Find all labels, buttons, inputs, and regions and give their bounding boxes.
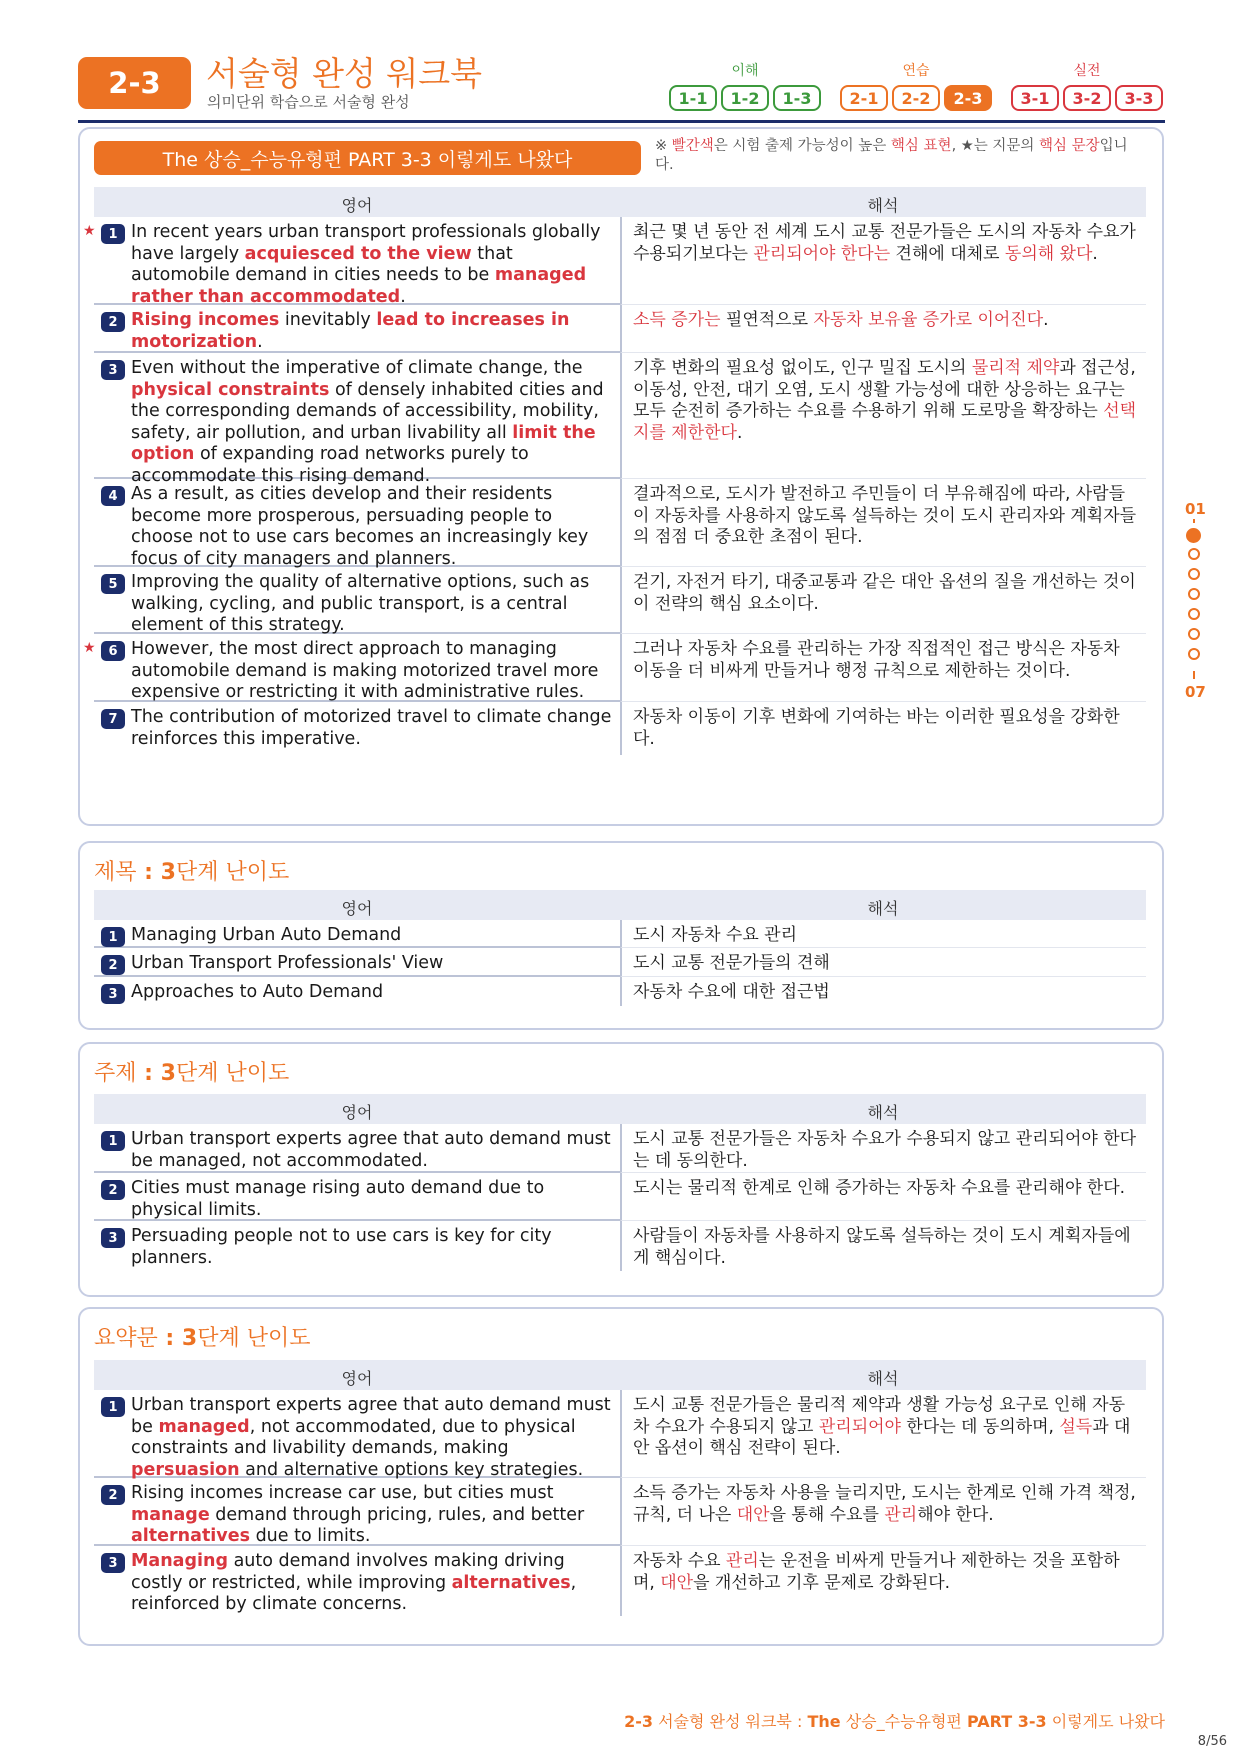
sentence-number: 2 bbox=[101, 312, 125, 332]
table-row bbox=[94, 353, 1146, 486]
step-2-2[interactable]: 2-2 bbox=[892, 85, 940, 111]
english-cell bbox=[94, 977, 620, 1006]
theme-section-heading: 주제 : 3단계 난이도 bbox=[94, 1061, 290, 1086]
korean-cell bbox=[620, 1390, 1146, 1478]
table-row bbox=[94, 977, 1146, 1006]
english-cell bbox=[94, 1124, 620, 1173]
korean-translation: 자동차 이동이 기후 변화에 기여하는 바는 이러한 필요성을 강화한다. bbox=[633, 707, 1120, 749]
sentence-number: 1 bbox=[101, 224, 125, 244]
column-header-english: 영어 bbox=[341, 1369, 373, 1388]
theme-panel bbox=[78, 1042, 1164, 1297]
english-sentence: Managing auto demand involves making driving costly or restricted, while improving alternatives, reinforced by climate concerns. bbox=[131, 1551, 577, 1615]
korean-translation: 결과적으로, 도시가 발전하고 주민들이 더 부유해짐에 따라, 사람들이 자동차를 사용하지 않도록 설득하는 것이 도시 관리자와 계획자들의 점점 더 중요한 초점이 된다. bbox=[633, 484, 1137, 548]
english-cell bbox=[94, 479, 620, 567]
page-subtitle: 의미단위 학습으로 서술형 완성 bbox=[207, 93, 410, 111]
footer-title: 2-3 서술형 완성 워크북 : The 상승_수능유형편 PART 3-3 이렇게도 나왔다 bbox=[624, 1712, 1165, 1731]
side-nav-dot[interactable] bbox=[1188, 628, 1200, 640]
english-sentence: Urban transport experts agree that auto demand must be managed, not accommodated, due to physical constraints and livability demands, making persuasion and alternative options key strategies. bbox=[131, 1395, 611, 1480]
table-row bbox=[83, 634, 1146, 703]
column-header-korean: 해석 bbox=[867, 899, 899, 918]
table-row bbox=[94, 305, 1146, 353]
title-table-header bbox=[94, 890, 1146, 920]
summary-panel bbox=[78, 1307, 1164, 1646]
summary-section-heading: 요약문 : 3단계 난이도 bbox=[94, 1326, 311, 1351]
english-cell bbox=[94, 1390, 620, 1478]
step-3-3[interactable]: 3-3 bbox=[1115, 85, 1163, 111]
english-sentence: The contribution of motorized travel to climate change reinforces this imperative. bbox=[131, 707, 612, 749]
column-header-english: 영어 bbox=[341, 1103, 373, 1122]
korean-cell bbox=[620, 479, 1146, 567]
table-row bbox=[94, 1546, 1146, 1616]
table-row bbox=[83, 217, 1146, 307]
english-sentence: Approaches to Auto Demand bbox=[131, 982, 384, 1002]
stage-steps-understand bbox=[669, 85, 821, 111]
column-header-korean: 해석 bbox=[867, 1369, 899, 1388]
table-row bbox=[94, 702, 1146, 755]
step-2-3[interactable]: 2-3 bbox=[944, 85, 992, 111]
korean-translation: 그러나 자동차 수요를 관리하는 가장 직접적인 접근 방식은 자동차 이동을 더 비싸게 만들거나 행정 규칙으로 제한하는 것이다. bbox=[633, 639, 1120, 681]
column-header-english: 영어 bbox=[341, 196, 373, 215]
side-nav-end: 07 bbox=[1185, 683, 1206, 701]
english-cell bbox=[94, 948, 620, 977]
part-title-badge: The 상승_수능유형편 PART 3-3 이렇게도 나왔다 bbox=[94, 141, 641, 175]
side-nav-dot[interactable] bbox=[1188, 568, 1200, 580]
korean-cell bbox=[620, 1221, 1146, 1271]
key-sentence-star-icon: ★ bbox=[83, 640, 96, 656]
stage-steps-real bbox=[1011, 85, 1163, 111]
step-3-2[interactable]: 3-2 bbox=[1063, 85, 1111, 111]
sentence-number: 3 bbox=[101, 984, 125, 1004]
korean-translation: 기후 변화의 필요성 없이도, 인구 밀집 도시의 물리적 제약과 접근성, 이동성, 안전, 대기 오염, 도시 생활 가능성에 대한 상응하는 요구는 모두 순전히 증가하는 수요를 수용하기 위해 도로망을 확장하는 선택지를 제한한다. bbox=[633, 358, 1137, 443]
korean-cell bbox=[620, 948, 1146, 977]
table-row bbox=[94, 567, 1146, 634]
korean-cell bbox=[620, 1173, 1146, 1221]
side-nav-start: 01 bbox=[1185, 500, 1206, 518]
english-sentence: Urban Transport Professionals' View bbox=[131, 953, 444, 973]
title-panel bbox=[78, 841, 1164, 1030]
sentence-number: 4 bbox=[101, 486, 125, 506]
stage-label-real: 실전 bbox=[1073, 63, 1101, 79]
english-cell bbox=[94, 1546, 620, 1616]
english-sentence: However, the most direct approach to managing automobile demand is making motorized travel more expensive or restricting it with administrative rules. bbox=[131, 639, 599, 703]
stage-label-understand: 이해 bbox=[731, 63, 759, 79]
step-3-1[interactable]: 3-1 bbox=[1011, 85, 1059, 111]
table-row bbox=[94, 1124, 1146, 1173]
side-nav-dot[interactable] bbox=[1188, 548, 1200, 560]
english-sentence: Cities must manage rising auto demand due to physical limits. bbox=[131, 1178, 545, 1220]
column-header-korean: 해석 bbox=[867, 196, 899, 215]
sentence-number: 1 bbox=[101, 1397, 125, 1417]
legend-note: ※ 빨간색은 시험 출제 가능성이 높은 핵심 표현, ★는 지문의 핵심 문장입니다. bbox=[655, 138, 1128, 173]
korean-cell bbox=[620, 1546, 1146, 1616]
side-nav-dot[interactable] bbox=[1188, 608, 1200, 620]
korean-cell bbox=[620, 634, 1146, 702]
sentence-number: 3 bbox=[101, 1553, 125, 1573]
english-sentence: In recent years urban transport professionals globally have largely acquiesced to the view that automobile demand in cities needs to be managed rather than accommodated. bbox=[131, 222, 601, 307]
page-number: 8/56 bbox=[1197, 1734, 1227, 1749]
english-cell bbox=[83, 634, 620, 703]
column-header-english: 영어 bbox=[341, 899, 373, 918]
sentence-number: 2 bbox=[101, 1485, 125, 1505]
stage-steps-practice bbox=[840, 85, 992, 111]
table-row bbox=[94, 1478, 1146, 1546]
step-1-2[interactable]: 1-2 bbox=[721, 85, 769, 111]
english-cell bbox=[94, 702, 620, 755]
passage-table-header bbox=[94, 187, 1146, 217]
korean-translation: 도시 교통 전문가들은 자동차 수요가 수용되지 않고 관리되어야 한다는 데 동의한다. bbox=[633, 1129, 1137, 1171]
sentence-number: 6 bbox=[101, 641, 125, 661]
korean-cell bbox=[620, 567, 1146, 634]
korean-cell bbox=[620, 977, 1146, 1006]
column-header-korean: 해석 bbox=[867, 1103, 899, 1122]
sentence-number: 2 bbox=[101, 955, 125, 975]
english-sentence: Improving the quality of alternative options, such as walking, cycling, and public transport, is a central element of this strategy. bbox=[131, 572, 590, 636]
english-sentence: Urban transport experts agree that auto demand must be managed, not accommodated. bbox=[131, 1129, 611, 1171]
step-1-1[interactable]: 1-1 bbox=[669, 85, 717, 111]
english-sentence: As a result, as cities develop and their residents become more prosperous, persuading people to choose not to use cars becomes an increasingly key focus of city managers and planners. bbox=[131, 484, 589, 569]
korean-translation: 도시 자동차 수요 관리 bbox=[633, 925, 798, 945]
korean-cell bbox=[620, 305, 1146, 353]
header-rule bbox=[78, 120, 1165, 123]
table-row bbox=[94, 479, 1146, 567]
passage-panel bbox=[78, 127, 1164, 826]
sentence-number: 1 bbox=[101, 927, 125, 947]
step-2-1[interactable]: 2-1 bbox=[840, 85, 888, 111]
english-sentence: Managing Urban Auto Demand bbox=[131, 925, 402, 945]
sentence-number: 5 bbox=[101, 574, 125, 594]
korean-translation: 소득 증가는 자동차 사용을 늘리지만, 도시는 한계로 인해 가격 책정, 규칙, 더 나은 대안을 통해 수요를 관리해야 한다. bbox=[633, 1483, 1136, 1525]
korean-translation: 자동차 수요 관리는 운전을 비싸게 만들거나 제한하는 것을 포함하며, 대안을 개선하고 기후 문제로 강화된다. bbox=[633, 1551, 1120, 1593]
side-nav-dot[interactable] bbox=[1186, 528, 1201, 543]
korean-cell bbox=[620, 920, 1146, 948]
sentence-number: 3 bbox=[101, 1228, 125, 1248]
korean-translation: 사람들이 자동차를 사용하지 않도록 설득하는 것이 도시 계획자들에게 핵심이다. bbox=[633, 1226, 1131, 1268]
table-row bbox=[94, 1173, 1146, 1221]
korean-cell bbox=[620, 217, 1146, 305]
korean-translation: 최근 몇 년 동안 전 세계 도시 교통 전문가들은 도시의 자동차 수요가 수용되기보다는 관리되어야 한다는 견해에 대체로 동의해 왔다. bbox=[633, 222, 1136, 264]
english-sentence: Rising incomes inevitably lead to increases in motorization. bbox=[131, 310, 570, 352]
side-nav-line bbox=[1193, 671, 1195, 679]
korean-cell bbox=[620, 702, 1146, 755]
korean-cell bbox=[620, 1124, 1146, 1173]
english-cell bbox=[94, 1478, 620, 1546]
step-1-3[interactable]: 1-3 bbox=[773, 85, 821, 111]
korean-cell bbox=[620, 1478, 1146, 1546]
sentence-number: 7 bbox=[101, 709, 125, 729]
english-cell bbox=[94, 567, 620, 634]
korean-translation: 걷기, 자전거 타기, 대중교통과 같은 대안 옵션의 질을 개선하는 것이 이 전략의 핵심 요소이다. bbox=[633, 572, 1136, 614]
korean-translation: 도시는 물리적 한계로 인해 증가하는 자동차 수요를 관리해야 한다. bbox=[633, 1178, 1126, 1198]
english-sentence: Persuading people not to use cars is key for city planners. bbox=[131, 1226, 552, 1268]
korean-cell bbox=[620, 353, 1146, 479]
side-nav-line bbox=[1193, 519, 1195, 523]
english-cell bbox=[94, 305, 620, 353]
summary-table-header bbox=[94, 1360, 1146, 1390]
english-cell bbox=[94, 353, 620, 486]
table-row bbox=[94, 1390, 1146, 1478]
english-sentence: Even without the imperative of climate change, the physical constraints of densely inhabited cities and the corresponding demands of accessibility, mobility, safety, air pollution, and urban livability all limit the option of expanding road networks purely to accommodate this rising demand. bbox=[131, 358, 604, 486]
english-sentence: Rising incomes increase car use, but cities must manage demand through pricing, rules, and better alternatives due to limits. bbox=[131, 1483, 585, 1547]
sentence-number: 1 bbox=[101, 1131, 125, 1151]
title-section-heading: 제목 : 3단계 난이도 bbox=[94, 860, 290, 885]
table-row bbox=[94, 948, 1146, 977]
side-nav-dot[interactable] bbox=[1188, 648, 1200, 660]
english-cell bbox=[94, 1173, 620, 1221]
sentence-number: 2 bbox=[101, 1180, 125, 1200]
english-cell bbox=[94, 1221, 620, 1271]
key-sentence-star-icon: ★ bbox=[83, 223, 96, 239]
korean-translation: 도시 교통 전문가들은 물리적 제약과 생활 가능성 요구로 인해 자동차 수요가 수용되지 않고 관리되어야 한다는 데 동의하며, 설득과 대안 옵션이 핵심 전략이 된다. bbox=[633, 1395, 1131, 1459]
stage-label-practice: 연습 bbox=[902, 63, 930, 79]
table-row bbox=[94, 920, 1146, 948]
side-nav-dot[interactable] bbox=[1188, 588, 1200, 600]
korean-translation: 소득 증가는 필연적으로 자동차 보유율 증가로 이어진다. bbox=[633, 310, 1049, 330]
english-cell bbox=[94, 920, 620, 948]
theme-table-header bbox=[94, 1094, 1146, 1124]
unit-code-badge: 2-3 bbox=[78, 57, 191, 109]
english-cell bbox=[83, 217, 620, 307]
page-title: 서술형 완성 워크북 bbox=[206, 54, 483, 93]
korean-translation: 자동차 수요에 대한 접근법 bbox=[633, 982, 830, 1002]
sentence-number: 3 bbox=[101, 360, 125, 380]
table-row bbox=[94, 1221, 1146, 1271]
korean-translation: 도시 교통 전문가들의 견해 bbox=[633, 953, 830, 973]
